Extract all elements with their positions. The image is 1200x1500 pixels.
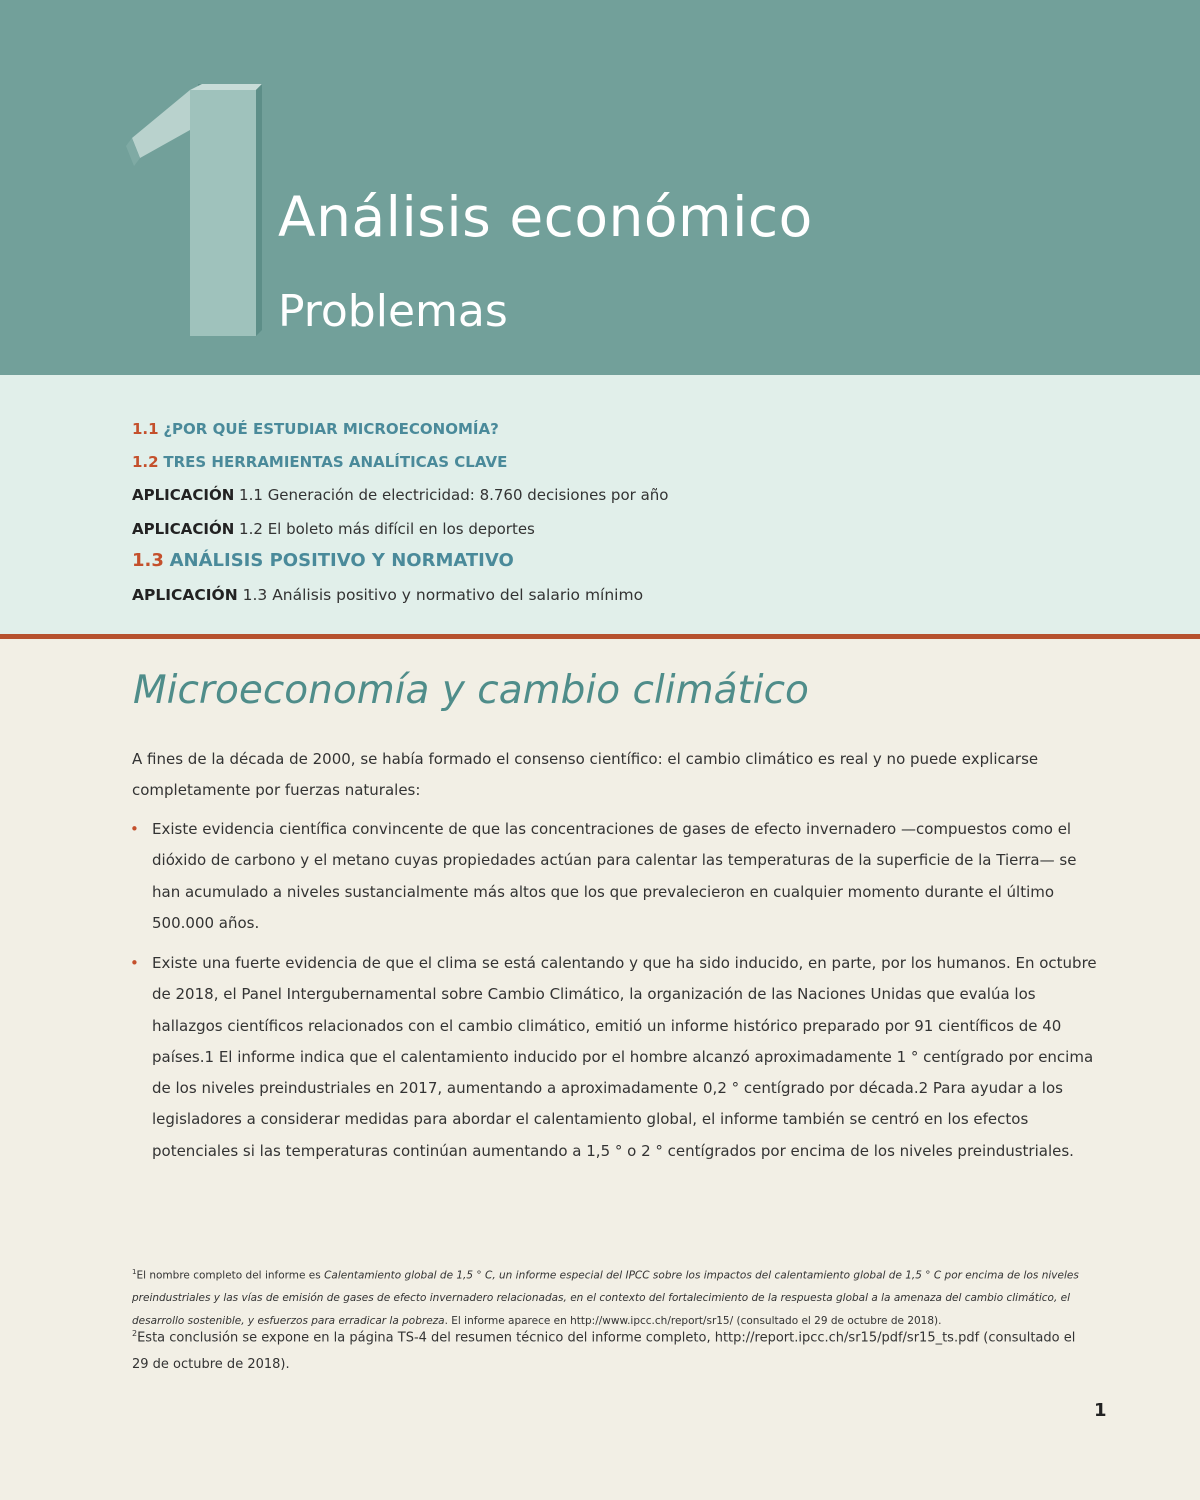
bullet-icon: •	[130, 954, 139, 972]
toc-application-1-3[interactable]	[132, 586, 643, 604]
toc-application-number: 1.1	[239, 486, 263, 504]
footnote-2	[132, 1320, 1092, 1378]
footnote-text: El nombre completo del informe es	[136, 1269, 325, 1282]
chapter-title: Análisis económico	[278, 185, 813, 249]
footnote-marker: 2	[132, 1329, 138, 1338]
intro-paragraph: A fines de la década de 2000, se había formado el consenso científico: el cambio climático es real y no puede explicarse completamente por fuerzas naturales:	[132, 750, 1039, 799]
toc-section-label: ¿POR QUÉ ESTUDIAR MICROECONOMÍA?	[163, 420, 499, 438]
toc-section-number: 1.1	[132, 420, 159, 438]
section-divider	[0, 634, 1200, 639]
toc-application-text: El boleto más difícil en los deportes	[267, 520, 535, 538]
bullet-text: Existe evidencia científica convincente de que las concentraciones de gases de efecto invernadero —compuestos como el dióxido de carbono y el metano cuyas propiedades actúan para calentar las temperaturas de la superficie de la Tierra— se han acumulado a niveles sustancialmente más altos que los que prevalecieron en cualquier momento durante el último 500.000 años.	[152, 820, 1077, 932]
footnote-marker: 1	[132, 1268, 137, 1276]
footnote-report-title: Calentamiento global de 1,5 ° C, un informe especial del IPCC sobre los impactos del calentamiento global de 1,5 ° C por encima de los niveles preindustriales y las vías de emisión de gases de efecto invernadero relacionadas, en el contexto del fortalecimiento de la respuesta global a la amenaza del cambio climático, el desarrollo sostenible, y esfuerzos para erradicar la pobreza	[132, 1269, 1079, 1327]
bullet-icon: •	[130, 820, 139, 838]
toc-application-text: Generación de electricidad: 8.760 decisiones por año	[267, 486, 669, 504]
toc-application-number: 1.2	[239, 520, 263, 538]
chapter-subtitle: Problemas	[278, 286, 508, 337]
toc-application-1-1[interactable]	[132, 486, 668, 504]
footnote-text: . El informe aparece en http://www.ipcc.ch/report/sr15/ (consultado el 29 de octubre de 2018).	[444, 1314, 942, 1327]
toc-section-number: 1.2	[132, 453, 159, 471]
footnote-text: Esta conclusión se expone en la página TS-4 del resumen técnico del informe completo, http://report.ipcc.ch/sr15/pdf/sr15_ts.pdf (consultado el 29 de octubre de 2018).	[132, 1330, 1076, 1373]
chapter-number-text: 1	[120, 80, 121, 81]
toc-application-1-2[interactable]	[132, 520, 535, 538]
chapter-header	[0, 0, 1200, 375]
bullet-item	[130, 814, 1107, 939]
section-title: Microeconomía y cambio climático	[133, 668, 809, 713]
toc-section-label: TRES HERRAMIENTAS ANALÍTICAS CLAVE	[163, 453, 508, 471]
toc-application-key: APLICACIÓN	[132, 520, 235, 538]
toc-application-text: Análisis positivo y normativo del salario mínimo	[272, 586, 644, 604]
chapter-contents	[0, 375, 1200, 634]
toc-section-1-1[interactable]	[132, 420, 499, 438]
bullet-text: Existe una fuerte evidencia de que el clima se está calentando y que ha sido inducido, en parte, por los humanos. En octubre de 2018, el Panel Intergubernamental sobre Cambio Climático, la organización de las Naciones Unidas que evalúa los hallazgos científicos relacionados con el cambio climático, emitió un informe histórico preparado por 91 científicos de 40 países.1 El informe indica que el calentamiento inducido por el hombre alcanzó aproximadamente 1 ° centígrado por encima de los niveles preindustriales en 2017, aumentando a aproximadamente 0,2 ° centígrado por década.2 Para ayudar a los legisladores a considerar medidas para abordar el calentamiento global, el informe también se centró en los efectos potenciales si las temperaturas continúan aumentando a 1,5 ° o 2 ° centígrados por encima de los niveles preindustriales.	[152, 954, 1097, 1160]
toc-section-1-2[interactable]	[132, 453, 507, 471]
toc-application-key: APLICACIÓN	[132, 486, 235, 504]
toc-application-key: APLICACIÓN	[132, 586, 238, 604]
bullet-item	[130, 948, 1107, 1167]
toc-section-number: 1.3	[132, 550, 164, 571]
chapter-number-graphic	[120, 80, 270, 340]
page-number: 1	[1094, 1400, 1107, 1421]
toc-section-label: ANÁLISIS POSITIVO Y NORMATIVO	[169, 550, 514, 571]
toc-section-1-3[interactable]	[132, 550, 514, 571]
toc-application-number: 1.3	[242, 586, 268, 604]
